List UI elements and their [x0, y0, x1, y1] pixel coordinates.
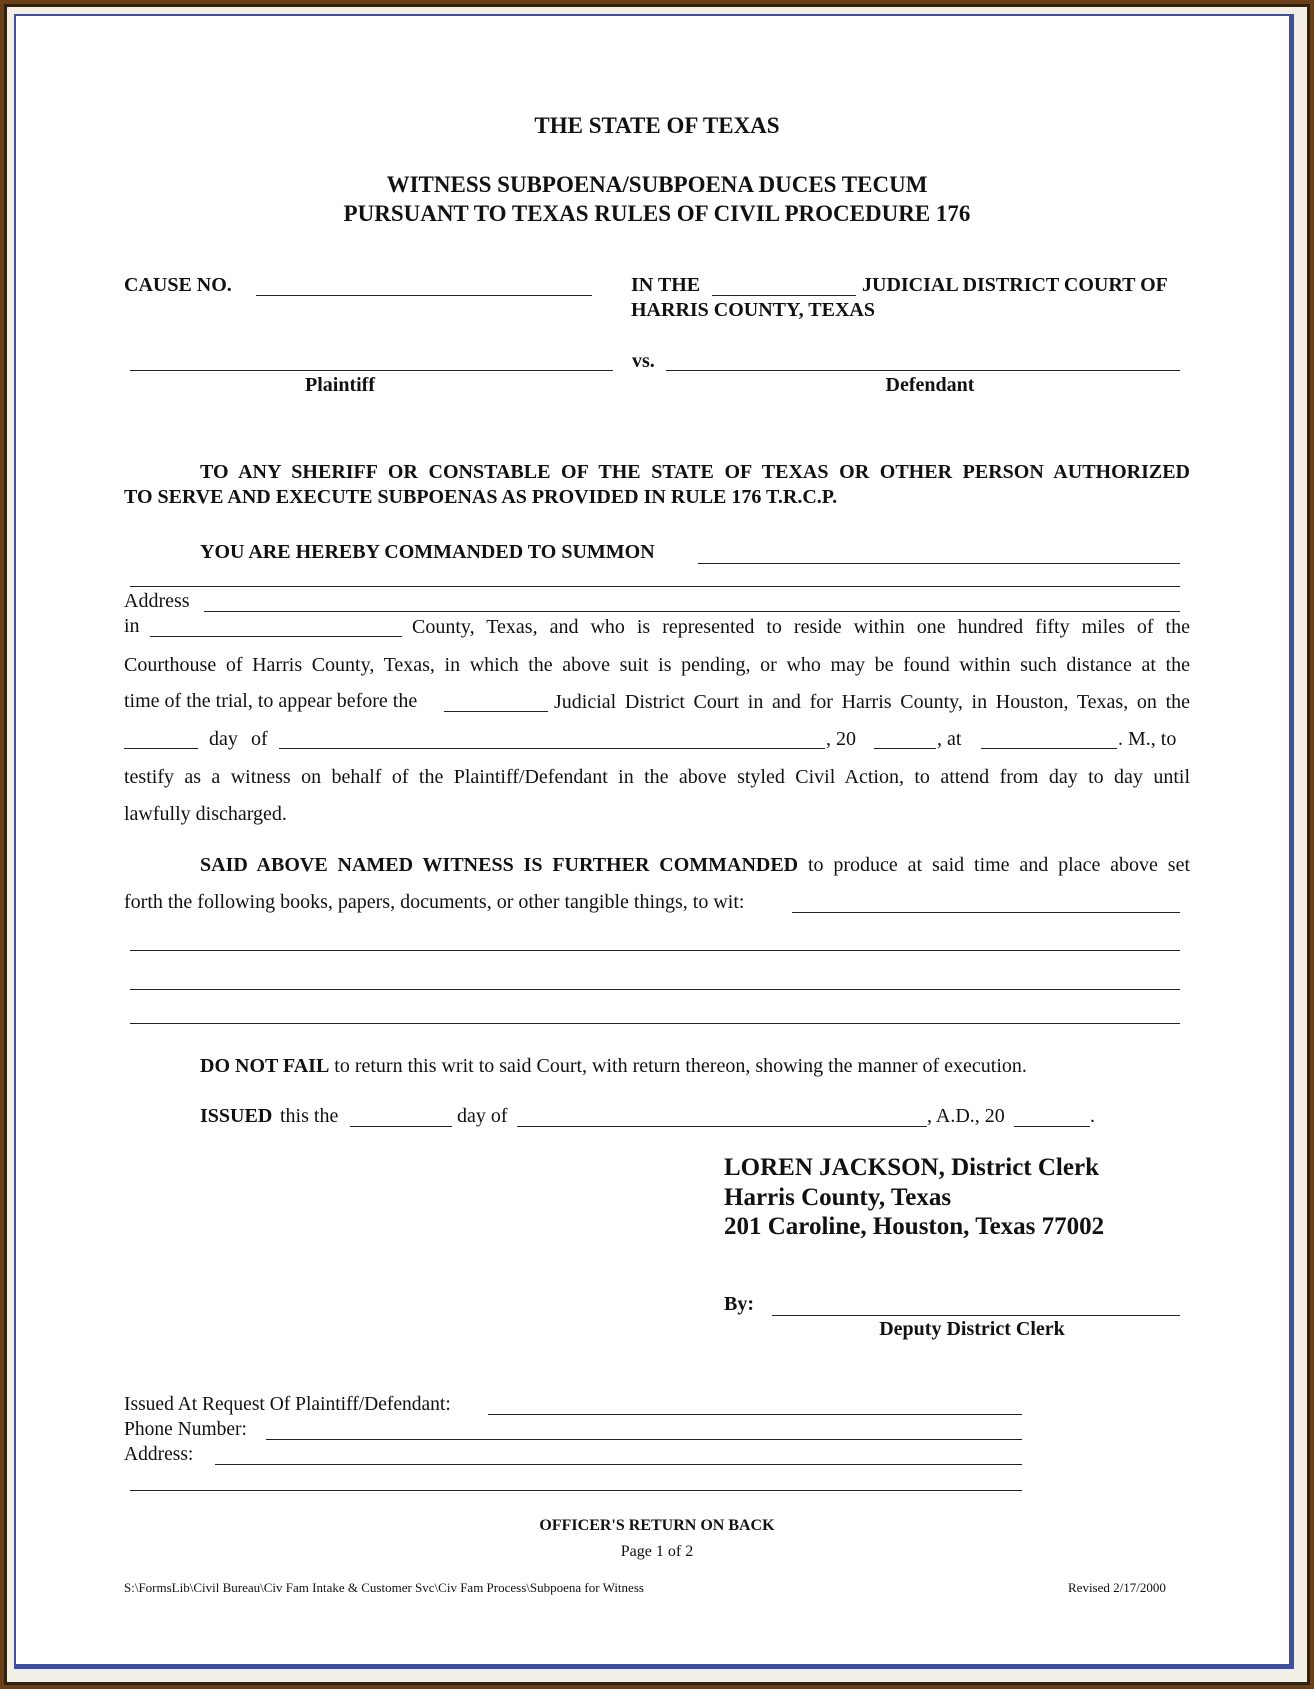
versus-label: vs.	[632, 350, 655, 372]
do-not-fail-rest: to return this writ to said Court, with return thereon, showing the manner of execution.	[334, 1055, 1027, 1077]
appearance-year-field[interactable]	[874, 748, 936, 749]
issued-year-field[interactable]	[1014, 1126, 1090, 1127]
clerk-county: Harris County, Texas	[724, 1184, 952, 1211]
testify-line: testify as a witness on behalf of the Plaintiff/Defendant in the above styled Civil Action, to attend from day to day until	[124, 766, 1190, 788]
duces-bold: SAID ABOVE NAMED WITNESS IS FURTHER COMMANDED	[200, 854, 799, 876]
by-label: By:	[724, 1293, 754, 1315]
issued-day-field[interactable]	[350, 1126, 452, 1127]
state-heading: THE STATE OF TEXAS	[534, 113, 780, 138]
court-suffix: JUDICIAL DISTRICT COURT OF	[862, 274, 1168, 296]
issued-bold: ISSUED	[200, 1105, 273, 1127]
defendant-field[interactable]	[666, 370, 1180, 371]
witness-address-field[interactable]	[204, 611, 1180, 612]
clerk-address: 201 Caroline, Houston, Texas 77002	[724, 1213, 1105, 1240]
courthouse-line: Courthouse of Harris County, Texas, in which the above suit is pending, or who may be found within such distance at the	[124, 654, 1190, 676]
summon-label: YOU ARE HEREBY COMMANDED TO SUMMON	[200, 541, 655, 563]
appearance-time-field[interactable]	[981, 748, 1117, 749]
appearance-month-field[interactable]	[279, 748, 825, 749]
file-path: S:\FormsLib\Civil Bureau\Civ Fam Intake & Customer Svc\Civ Fam Process\Subpoena for Witness	[124, 1580, 644, 1595]
day-label: day	[209, 728, 238, 750]
request-address-field-1[interactable]	[215, 1464, 1022, 1465]
issued-day-of: day of	[457, 1105, 508, 1127]
form-title: WITNESS SUBPOENA/SUBPOENA DUCES TECUM	[386, 172, 928, 197]
of-label: of	[251, 728, 268, 750]
form-subtitle: PURSUANT TO TEXAS RULES OF CIVIL PROCEDURE 176	[343, 201, 971, 226]
address-to-line-2: TO SERVE AND EXECUTE SUBPOENAS AS PROVIDED IN RULE 176 T.R.C.P.	[124, 486, 838, 508]
county-field[interactable]	[150, 636, 402, 637]
request-address-field-2[interactable]	[130, 1490, 1022, 1491]
issued-period: .	[1090, 1105, 1095, 1127]
witness-name-field[interactable]	[698, 563, 1180, 564]
court-prefix: IN THE	[631, 274, 701, 296]
year-label: , 20	[826, 728, 856, 750]
revised-date: Revised 2/17/2000	[1068, 1580, 1166, 1595]
trial-prefix: time of the trial, to appear before the	[124, 690, 418, 712]
county-text: County, Texas, and who is represented to reside within one hundred fifty miles of the	[412, 616, 1190, 638]
witness-name-field-2[interactable]	[130, 586, 1180, 587]
cause-number-field[interactable]	[256, 295, 592, 296]
address-to-line-1: TO ANY SHERIFF OR CONSTABLE OF THE STATE OF TEXAS OR OTHER PERSON AUTHORIZED	[200, 461, 1190, 483]
address-label: Address	[124, 590, 190, 612]
court-county: HARRIS COUNTY, TEXAS	[631, 299, 875, 321]
do-not-fail-line	[200, 1055, 1027, 1078]
plaintiff-label: Plaintiff	[305, 374, 375, 396]
documents-field-1[interactable]	[792, 912, 1180, 913]
duces-rest: to produce at said time and place above set	[807, 854, 1191, 876]
officers-return-note: OFFICER'S RETURN ON BACK	[539, 1517, 775, 1534]
issued-ad: , A.D., 20	[927, 1105, 1005, 1127]
m-label: . M., to	[1118, 728, 1177, 750]
cause-label: CAUSE NO.	[124, 274, 232, 296]
issued-month-field[interactable]	[517, 1126, 927, 1127]
duces-line-1	[200, 853, 1190, 877]
issued-at-request-label: Issued At Request Of Plaintiff/Defendant:	[124, 1394, 451, 1415]
request-address-label: Address:	[124, 1444, 194, 1465]
requesting-party-field[interactable]	[488, 1414, 1022, 1415]
issued-this-the: this the	[280, 1105, 339, 1127]
documents-field-4[interactable]	[130, 1023, 1180, 1024]
defendant-label: Defendant	[885, 374, 975, 396]
trial-court-field[interactable]	[444, 711, 548, 712]
court-number-field[interactable]	[712, 295, 856, 296]
page-number: Page 1 of 2	[620, 1543, 694, 1560]
phone-label: Phone Number:	[124, 1419, 247, 1440]
phone-field[interactable]	[266, 1439, 1022, 1440]
documents-field-3[interactable]	[130, 989, 1180, 990]
duces-line-2: forth the following books, papers, documents, or other tangible things, to wit:	[124, 891, 745, 913]
discharged-line: lawfully discharged.	[124, 803, 287, 825]
plaintiff-field[interactable]	[130, 370, 613, 371]
in-label: in	[124, 615, 140, 637]
deputy-label: Deputy District Clerk	[879, 1318, 1065, 1340]
clerk-name: LOREN JACKSON, District Clerk	[724, 1154, 1099, 1181]
do-not-fail-bold: DO NOT FAIL	[200, 1055, 330, 1077]
at-label: , at	[937, 728, 962, 750]
documents-field-2[interactable]	[130, 950, 1180, 951]
clerk-signature-field[interactable]	[772, 1315, 1180, 1316]
trial-suffix: Judicial District Court in and for Harris County, in Houston, Texas, on the	[554, 691, 1190, 713]
appearance-day-field[interactable]	[124, 748, 198, 749]
